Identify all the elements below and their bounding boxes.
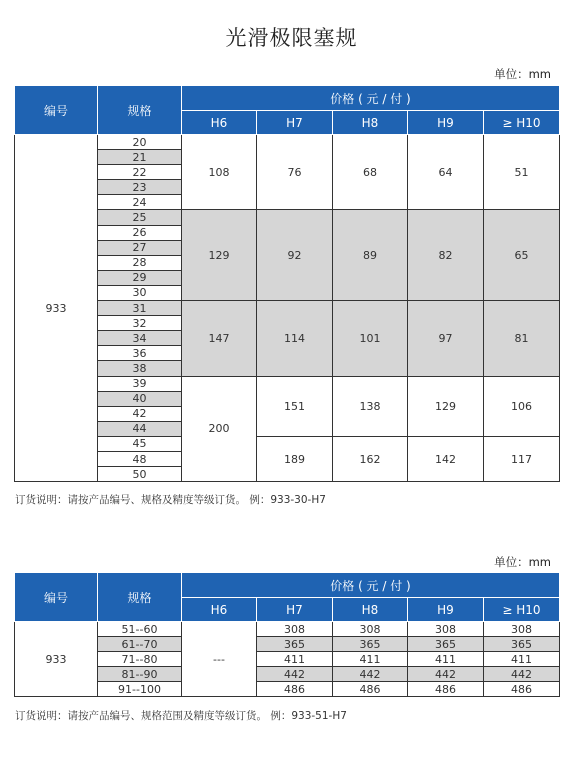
price-cell: 365 [484,637,560,652]
spec-cell: 61--70 [98,637,182,652]
spec-cell: 51--60 [98,622,182,637]
spec-cell: 21 [98,150,182,165]
price-cell: 365 [333,637,408,652]
spec-cell: 27 [98,240,182,255]
header-grade-h8: H8 [333,111,408,135]
price-cell: 308 [484,622,560,637]
price-cell: 101 [333,301,408,376]
price-cell: 308 [408,622,484,637]
price-cell: 308 [333,622,408,637]
unit-label-1: 单位：mm [494,67,551,81]
price-cell: 365 [408,637,484,652]
price-cell: 365 [257,637,333,652]
spec-cell: 31 [98,301,182,316]
header-grade-h10: ≥ H10 [484,111,560,135]
header-grade-h9: H9 [408,598,484,622]
order-note-1: 订货说明：请按产品编号、规格及精度等级订货。 例：933-30-H7 [15,494,326,506]
spec-cell: 48 [98,451,182,466]
price-cell-h6: 200 [182,376,257,482]
price-cell: 81 [484,301,560,376]
price-cell: 129 [408,376,484,436]
price-cell: 129 [182,210,257,301]
header-grade-h8: H8 [333,598,408,622]
spec-cell: 26 [98,225,182,240]
price-cell: 486 [484,682,560,697]
price-cell: 97 [408,301,484,376]
header-grade-h7: H7 [257,111,333,135]
header-spec: 规格 [98,573,182,622]
spec-cell: 81--90 [98,667,182,682]
spec-cell: 25 [98,210,182,225]
header-code: 编号 [15,573,98,622]
price-cell: 442 [408,667,484,682]
spec-cell: 39 [98,376,182,391]
spec-cell: 50 [98,467,182,482]
header-code: 编号 [15,86,98,135]
spec-cell: 34 [98,331,182,346]
spec-cell: 28 [98,255,182,270]
price-cell: 411 [408,652,484,667]
spec-cell: 30 [98,285,182,300]
spec-cell: 29 [98,270,182,285]
header-spec: 规格 [98,86,182,135]
price-cell: 147 [182,301,257,376]
price-cell: 68 [333,135,408,210]
spec-cell: 45 [98,436,182,451]
spec-cell: 20 [98,135,182,150]
spec-cell: 40 [98,391,182,406]
header-grade-h6: H6 [182,111,257,135]
price-cell: 117 [484,436,560,481]
spec-cell: 36 [98,346,182,361]
price-cell: 442 [257,667,333,682]
header-grade-h10: ≥ H10 [484,598,560,622]
spec-cell: 24 [98,195,182,210]
price-cell: 189 [257,436,333,481]
spec-cell: 44 [98,421,182,436]
price-cell: 151 [257,376,333,436]
header-price: 价格 ( 元 / 付 ) [182,86,560,111]
price-cell: 51 [484,135,560,210]
spec-cell: 23 [98,180,182,195]
spec-cell: 22 [98,165,182,180]
price-cell: 82 [408,210,484,301]
price-cell: 411 [257,652,333,667]
spec-cell: 42 [98,406,182,421]
price-cell: 486 [257,682,333,697]
header-price: 价格 ( 元 / 付 ) [182,573,560,598]
price-cell: 442 [333,667,408,682]
price-cell: 411 [333,652,408,667]
price-cell: 64 [408,135,484,210]
price-cell: 65 [484,210,560,301]
unit-label-2: 单位：mm [494,555,551,569]
price-cell: 92 [257,210,333,301]
header-grade-h9: H9 [408,111,484,135]
spec-cell: 91--100 [98,682,182,697]
price-cell: 411 [484,652,560,667]
product-code: 933 [15,622,98,697]
page-title: 光滑极限塞规 [225,26,358,50]
price-cell: 442 [484,667,560,682]
price-cell: 106 [484,376,560,436]
price-cell: 142 [408,436,484,481]
price-cell-h6: --- [182,622,257,697]
price-cell: 486 [408,682,484,697]
price-cell: 162 [333,436,408,481]
price-cell: 108 [182,135,257,210]
spec-cell: 32 [98,316,182,331]
price-table-1 [14,85,560,482]
price-cell: 308 [257,622,333,637]
price-cell: 89 [333,210,408,301]
price-cell: 138 [333,376,408,436]
spec-cell: 38 [98,361,182,376]
price-cell: 76 [257,135,333,210]
header-grade-h6: H6 [182,598,257,622]
header-grade-h7: H7 [257,598,333,622]
price-table-2 [14,572,560,697]
price-cell: 486 [333,682,408,697]
spec-cell: 71--80 [98,652,182,667]
price-cell: 114 [257,301,333,376]
product-code: 933 [15,135,98,482]
order-note-2: 订货说明：请按产品编号、规格范围及精度等级订货。 例：933-51-H7 [15,710,347,722]
